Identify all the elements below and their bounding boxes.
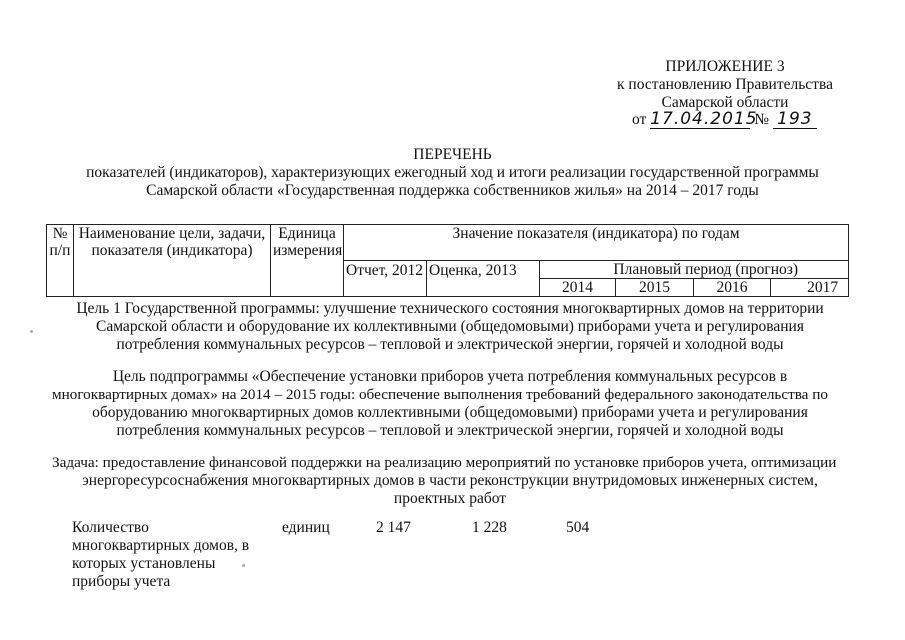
indicator-row-name [72, 519, 262, 591]
appendix-resolution-line: к постановлению Правительства [617, 76, 833, 93]
indicator-name-line: которых установлены [72, 555, 216, 572]
col-plan-group-header: Плановый период (прогноз) [540, 261, 849, 279]
col-report-header: Отчет, 2012 [344, 261, 427, 297]
appendix-region-line: Самарской области [661, 94, 789, 111]
task-line1: Задача: предоставление финансовой поддержки на реализацию мероприятий по установке приборов учета, оптимизации [52, 454, 837, 471]
subgoal-line2: многоквартирных домах» на 2014 – 2015 годы: обеспечение выполнения требований федерального законодательства по [52, 386, 828, 403]
subgoal-line3: оборудованию многоквартирных домов коллективными (общедомовыми) приборами учета и регулирования [92, 404, 808, 421]
indicators-table-header [46, 224, 849, 297]
col-year-2016: 2016 [694, 279, 771, 297]
task-line2: энергоресурсоснабжения многоквартирных домов в части реконструкции внутридомовых инженерных систем, [82, 472, 818, 489]
indicator-estimate-2013: 1 228 [472, 519, 507, 536]
scan-speck [242, 564, 245, 567]
col-year-2015: 2015 [616, 279, 694, 297]
indicator-plan-2014: 504 [566, 519, 590, 536]
number-prefix: № [754, 111, 769, 128]
col-unit-header: Единица измерения [271, 225, 344, 297]
col-year-2017: 2017 [771, 279, 849, 297]
goal1-line1: Цель 1 Государственной программы: улучшение технического состояния многоквартирных домов на территории [76, 300, 824, 317]
handwritten-number: 193 [773, 110, 817, 129]
col-estimate-header: Оценка, 2013 [427, 261, 540, 297]
task-line3: проектных работ [393, 490, 507, 507]
scan-speck [30, 330, 33, 333]
indicator-name-line: приборы учета [72, 573, 171, 590]
col-values-group-header: Значение показателя (индикатора) по годам [344, 225, 849, 261]
document-title: ПЕРЕЧЕНЬ [413, 146, 492, 163]
goal1-line2: Самарской области и оборудование их коллективными (общедомовыми) приборами учета и регулирования [96, 318, 804, 335]
document-subtitle-line1: показателей (индикаторов), характеризующих ежегодный ход и итоги реализации государственной программы [86, 164, 819, 181]
goal1-line3: потребления коммунальных ресурсов – тепловой и электрической энергии, горячей и холодной воды [116, 336, 784, 353]
col-year-2014: 2014 [540, 279, 616, 297]
col-name-header: Наименование цели, задачи, показателя (индикатора) [74, 225, 271, 297]
date-prefix: от [632, 111, 647, 128]
indicator-name-line: многоквартирных домов, в [72, 537, 250, 554]
col-number-header: № п/п [47, 225, 74, 297]
appendix-label: ПРИЛОЖЕНИЕ 3 [665, 58, 785, 75]
appendix-date-line [632, 110, 817, 129]
subgoal-line1: Цель подпрограммы «Обеспечение установки приборов учета потребления коммунальных ресурсов в [112, 368, 788, 385]
handwritten-date: 17.04.2015 [650, 109, 758, 129]
document-subtitle-line2: Самарской области «Государственная поддержка собственников жилья» на 2014 – 2017 годы [146, 182, 759, 199]
indicator-report-2012: 2 147 [376, 519, 411, 536]
subgoal-line4: потребления коммунальных ресурсов – тепловой и электрической энергии, горячей и холодной воды [116, 422, 784, 439]
indicator-name-line: Количество [72, 519, 149, 536]
indicator-unit: единиц [282, 519, 330, 536]
